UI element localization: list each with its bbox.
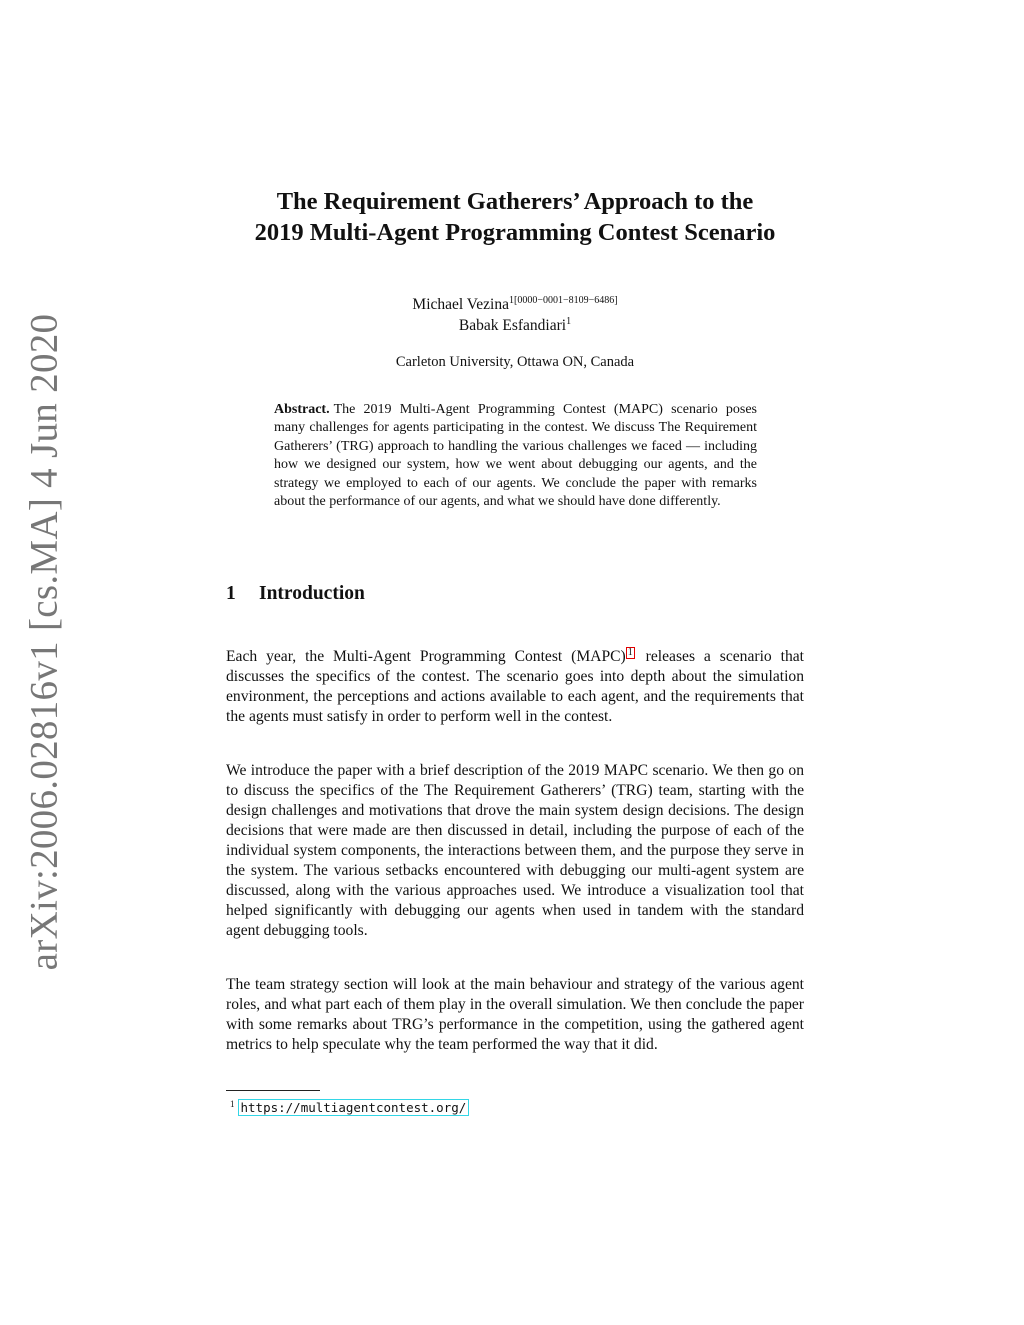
paragraph-1-start: Each year, the Multi-Agent Programming Contest (MAPC) <box>226 648 626 665</box>
paragraph-1-rest: releases a scenario that discusses the specifics of the contest. The scenario goes into depth about the simulation environment, the perceptions and actions available to each agent, and the requirements that the agents must satisfy in order to perform well in the contest. <box>226 648 804 725</box>
intro-paragraph-1 <box>226 647 804 727</box>
footnote-url-link[interactable]: https://multiagentcontest.org/ <box>238 1099 470 1116</box>
abstract <box>274 401 757 511</box>
affiliation: Carleton University, Ottawa ON, Canada <box>395 354 635 370</box>
title-line-1: The Requirement Gatherers’ Approach to the <box>276 188 754 215</box>
section-heading <box>226 582 365 606</box>
footnote-number: 1 <box>230 1099 235 1109</box>
section-number: 1 <box>226 583 236 604</box>
footnote-divider <box>226 1090 320 1091</box>
author-2-name: Babak Esfandiari <box>458 317 567 334</box>
paper-title <box>180 186 850 248</box>
footnote-reference-link[interactable]: 1 <box>627 647 633 658</box>
abstract-label: Abstract. <box>274 402 330 417</box>
arxiv-stamp: arXiv:2006.02816v1 [cs.MA] 4 Jun 2020 <box>22 313 66 971</box>
author-1-name: Michael Vezina <box>412 296 509 313</box>
section-title: Introduction <box>259 583 365 604</box>
intro-paragraph-3: The team strategy section will look at the main behaviour and strategy of the various agent roles, and what part each of them play in the overall simulation. We then conclude the paper with some remarks about TRG’s performance in the competition, using the gathered agent metrics to help speculate why the team performed the way that it did. <box>226 976 804 1053</box>
author-1-affiliation-mark: 1[0000−0001−8109−6486] <box>508 295 618 306</box>
author-2-affiliation-mark: 1 <box>566 316 572 327</box>
title-line-2: 2019 Multi-Agent Programming Contest Scenario <box>254 219 776 246</box>
abstract-text: The 2019 Multi-Agent Programming Contest (MAPC) scenario poses many challenges for agents participating in the contest. We discuss The Requirement Gatherers’ (TRG) approach to handling the various challenges we faced — including how we designed our system, how we went about debugging our agents, and the strategy we employed to each of our agents. We conclude the paper with remarks about the performance of our agents, and what we should have done differently. <box>274 402 757 510</box>
author-1 <box>180 294 850 315</box>
author-list <box>180 294 850 336</box>
footnote <box>230 1095 469 1117</box>
intro-paragraph-2: We introduce the paper with a brief description of the 2019 MAPC scenario. We then go on to discuss the specifics of the The Requirement Gatherers’ (TRG) team, starting with the design challenges and motivations that drove the main system design decisions. The design decisions that were made are then discussed in detail, including the purpose of each of the individual system components, the interactions between them, and the purpose they serve in the system. The various setbacks encountered with debugging our multi-agent system are discussed, along with the various approaches used. We introduce a visualization tool that helped significantly with debugging our agents when used in tandem with the standard agent debugging tools. <box>226 762 804 939</box>
author-2 <box>180 315 850 336</box>
